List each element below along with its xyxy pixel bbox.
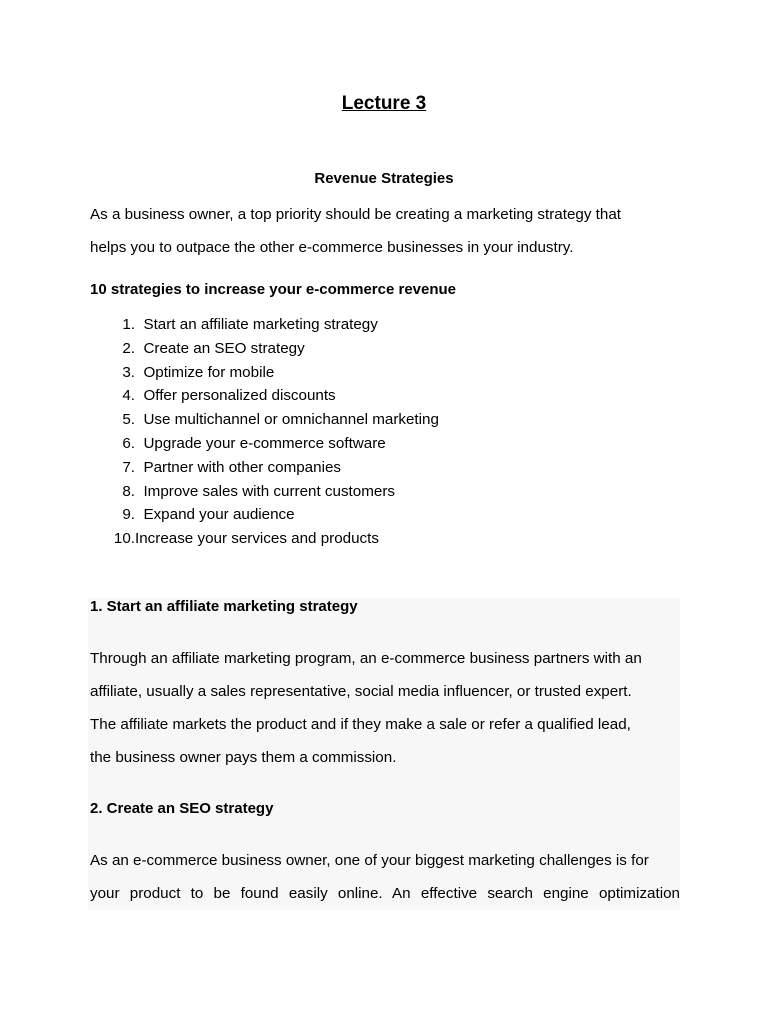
- intro-line: helps you to outpace the other e-commerce businesses in your industry.: [90, 239, 574, 256]
- list-item-number: 4.: [122, 387, 135, 405]
- list-item-text: Offer personalized discounts: [143, 387, 336, 405]
- section-heading: 2. Create an SEO strategy: [90, 800, 274, 817]
- list-item-text: Upgrade your e-commerce software: [143, 434, 386, 452]
- paragraph-line: The affiliate markets the product and if they make a sale or refer a qualified lead,: [90, 716, 631, 733]
- list-item: [90, 527, 680, 551]
- list-item: [90, 408, 680, 432]
- section-paragraph: [90, 844, 680, 910]
- list-item-number: 5.: [122, 411, 135, 429]
- list-item-text: Expand your audience: [143, 506, 295, 524]
- paragraph-line: your product to be found easily online. An effective search engine optimization: [90, 885, 680, 902]
- list-item: [90, 313, 680, 337]
- list-item: [90, 480, 680, 504]
- strategy-list: [90, 313, 680, 551]
- section-heading: 1. Start an affiliate marketing strategy: [90, 598, 358, 615]
- section-subtitle: Revenue Strategies: [314, 170, 454, 187]
- list-item: [90, 337, 680, 361]
- intro-paragraph: [90, 198, 680, 264]
- list-item: [90, 384, 680, 408]
- list-item-number: 6.: [122, 434, 135, 452]
- list-item: [90, 503, 680, 527]
- list-heading: 10 strategies to increase your e-commerce revenue: [90, 281, 457, 298]
- list-item-text: Create an SEO strategy: [143, 339, 305, 357]
- list-item-number: 8.: [122, 482, 135, 500]
- list-item-number: 1.: [122, 316, 135, 333]
- list-item-number: 7.: [122, 458, 135, 476]
- lecture-title: Lecture 3: [341, 93, 427, 114]
- list-item-number: 3.: [122, 363, 135, 381]
- list-item-text: Improve sales with current customers: [143, 482, 395, 500]
- list-item-text: Partner with other companies: [143, 458, 341, 476]
- list-item: [90, 456, 680, 480]
- list-item: [90, 432, 680, 456]
- list-item-number: 2.: [122, 339, 135, 357]
- paragraph-line: the business owner pays them a commission.: [90, 749, 397, 766]
- paragraph-line: affiliate, usually a sales representative, social media influencer, or trusted expert.: [90, 683, 632, 700]
- list-item-number: 10.: [113, 530, 135, 548]
- paragraph-line: As an e-commerce business owner, one of your biggest marketing challenges is for: [90, 852, 649, 869]
- list-item-text: Use multichannel or omnichannel marketing: [143, 411, 439, 429]
- list-item-number: 9.: [122, 506, 135, 524]
- intro-line: As a business owner, a top priority should be creating a marketing strategy that: [90, 206, 622, 223]
- list-item-text: Optimize for mobile: [143, 363, 275, 381]
- list-item-text: Increase your services and products: [135, 530, 379, 548]
- paragraph-line: Through an affiliate marketing program, an e-commerce business partners with an: [90, 650, 642, 667]
- list-item-text: Start an affiliate marketing strategy: [143, 316, 378, 333]
- list-item: [90, 361, 680, 385]
- section-paragraph: [90, 642, 680, 774]
